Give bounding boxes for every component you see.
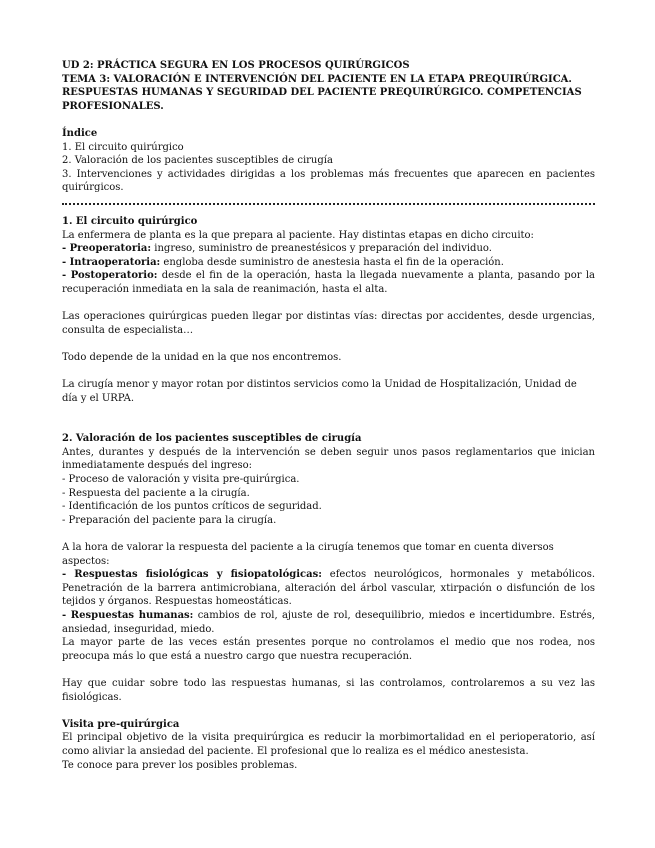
topic-heading: TEMA 3: VALORACIÓN E INTERVENCIÓN DEL PACIENTE EN LA ETAPA PREQUIRÚRGICA. RESPUESTAS HUMANAS Y SEGURIDAD DEL PACIENTE PREQUIRÚRGICO. COMPETENCIAS PROFESIONALES. (62, 73, 582, 112)
paragraph: Te conoce para prever los posibles problemas. (62, 759, 298, 771)
step-item: - Proceso de valoración y visita pre-quirúrgica. (62, 474, 300, 486)
step-item: - Preparación del paciente para la cirugía. (62, 514, 277, 526)
paragraph: La mayor parte de las veces están presentes porque no controlamos el medio que nos rodea, nos preocupa más lo que está a nuestro cargo que nuestra recuperación. (62, 637, 595, 662)
paragraph: El principal objetivo de la visita prequirúrgica es reducir la morbimortalidad en el perioperatorio, así como aliviar la ansiedad del paciente. El profesional que lo realiza es el médico anestesista. (62, 732, 595, 757)
stage-item: - Intraoperatoria: engloba desde suministro de anestesia hasta el fin de la operación. (62, 256, 504, 268)
paragraph: Todo depende de la unidad en la que nos encontremos. (62, 351, 342, 363)
paragraph: Las operaciones quirúrgicas pueden llegar por distintas vías: directas por accidentes, desde urgencias, consulta de especialista… (62, 311, 595, 336)
section-1-intro: La enfermera de planta es la que prepara al paciente. Hay distintas etapas en dicho circuito: (62, 229, 534, 241)
step-item: - Respuesta del paciente a la cirugía. (62, 487, 250, 499)
paragraph: A la hora de valorar la respuesta del paciente a la cirugía tenemos que tomar en cuenta diversos aspectos: (62, 542, 554, 567)
dotted-separator (62, 203, 595, 205)
index-item: 3. Intervenciones y actividades dirigidas a los problemas más frecuentes que aparecen en pacientes quirúrgicos. (62, 168, 595, 194)
human-responses: - Respuestas humanas: cambios de rol, ajuste de rol, desequilibrio, miedos e incertidumbre. Estrés, ansiedad, inseguridad, miedo. (62, 609, 596, 635)
index-item: 2. Valoración de los pacientes susceptibles de cirugía (62, 155, 333, 167)
section-1-title: 1. El circuito quirúrgico (62, 215, 198, 227)
step-item: - Identificación de los puntos críticos de seguridad. (62, 501, 322, 513)
document-page (62, 59, 595, 772)
section-2-title: 2. Valoración de los pacientes susceptibles de cirugía (62, 433, 362, 445)
unit-heading: UD 2: PRÁCTICA SEGURA EN LOS PROCESOS QUIRÚRGICOS (62, 60, 410, 71)
physiological-responses: - Respuestas fisiológicas y fisiopatológicas: efectos neurológicos, hormonales y metabólicos. Penetración de la barrera antimicrobiana, alteración del árbol vascular, xtirpación o disfunción de los tejidos y órganos. Respuestas homeostáticas. (62, 569, 596, 608)
stage-item: - Preoperatoria: ingreso, suministro de preanestésicos y preparación del individuo. (62, 243, 492, 255)
index-title: Índice (62, 127, 98, 139)
paragraph: Hay que cuidar sobre todo las respuestas humanas, si las controlamos, controlaremos a su vez las fisiológicas. (62, 677, 595, 703)
paragraph: La cirugía menor y mayor rotan por distintos servicios como la Unidad de Hospitalización, Unidad de día y el URPA. (62, 379, 577, 404)
visit-title: Visita pre-quirúrgica (62, 718, 180, 730)
stage-item: - Postoperatorio: desde el fin de la operación, hasta la llegada nuevamente a planta, pasando por la recuperación inmediata en la sala de reanimación, hasta el alta. (62, 270, 595, 295)
section-2-intro: Antes, durantes y después de la intervención se deben seguir unos pasos reglamentarios que inician inmediatamente después del ingreso: (62, 446, 595, 472)
index-item: 1. El circuito quirúrgico (62, 141, 184, 153)
